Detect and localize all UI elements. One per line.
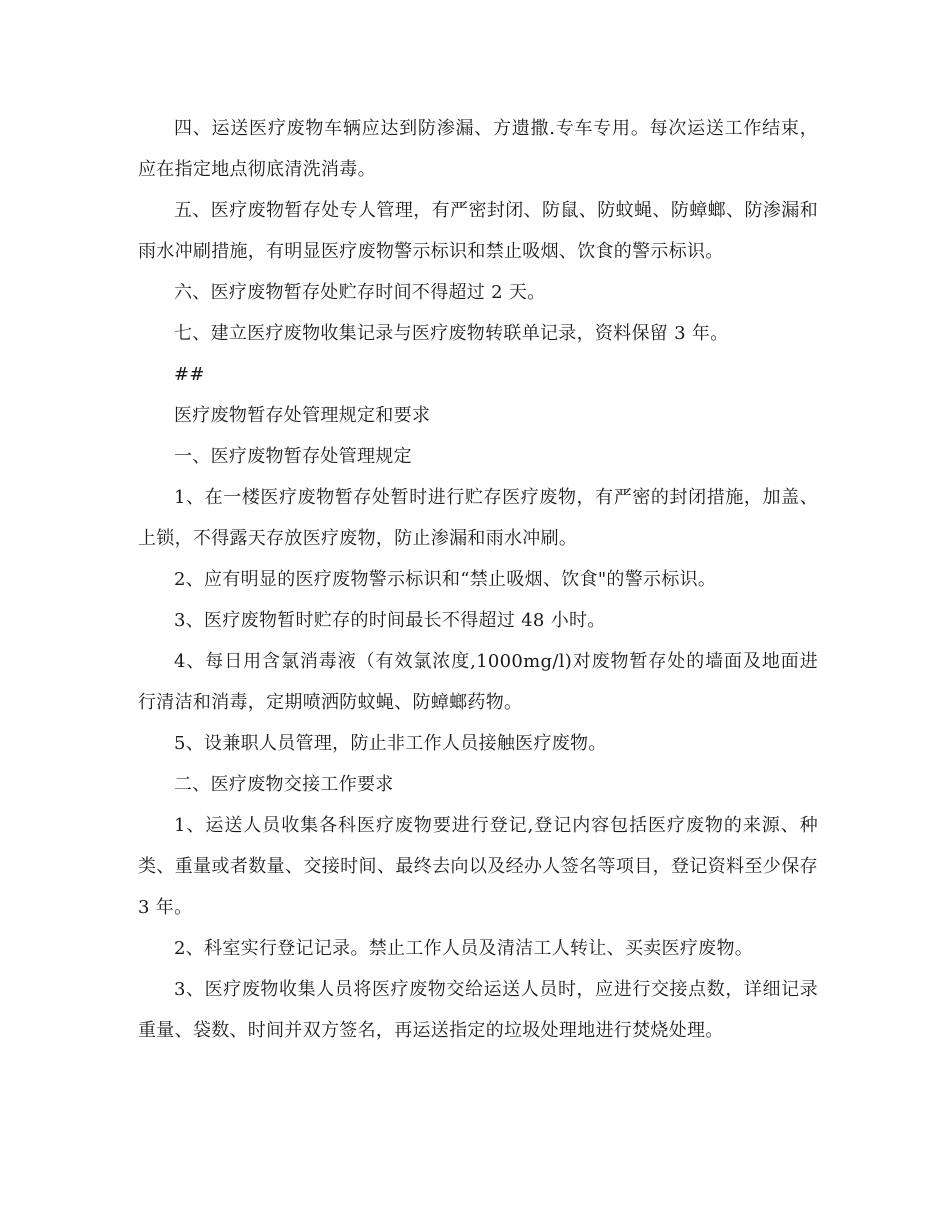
paragraph: 六、医疗废物暂存处贮存时间不得超过 2 天。 (174, 282, 546, 303)
paragraph: 3、医疗废物暂时贮存的时间最长不得超过 48 小时。 (174, 610, 606, 631)
paragraph: 1、在一楼医疗废物暂存处暂时进行贮存医疗废物，有严密的封闭措施，加盖、上锁，不得露天存放医疗废物，防止渗漏和雨水冲刷。 (138, 487, 818, 549)
section-title: 医疗废物暂存处管理规定和要求 (174, 405, 431, 426)
paragraph: 2、应有明显的医疗废物警示标识和“禁止吸烟、饮食"的警示标识。 (174, 569, 717, 590)
paragraph: 1、运送人员收集各科医疗废物要进行登记,登记内容包括医疗废物的来源、种类、重量或者数量、交接时间、最终去向以及经办人签名等项目，登记资料至少保存 3 年。 (138, 815, 818, 918)
separator-marks: ## (174, 364, 205, 385)
paragraph: 4、每日用含氯消毒液（有效氯浓度,1000mg/l)对废物暂存处的墙面及地面进行清洁和消毒，定期喷洒防蚊蝇、防蟑螂药物。 (138, 651, 818, 713)
document-body (138, 108, 818, 1051)
paragraph: 七、建立医疗废物收集记录与医疗废物转联单记录，资料保留 3 年。 (174, 323, 729, 344)
paragraph: 3、医疗废物收集人员将医疗废物交给运送人员时，应进行交接点数，详细记录重量、袋数、时间并双方签名，再运送指定的垃圾处理地进行焚烧处理。 (138, 979, 818, 1041)
section-heading: 二、医疗废物交接工作要求 (174, 774, 394, 795)
paragraph: 2、科室实行登记记录。禁止工作人员及清洁工人转让、买卖医疗废物。 (174, 938, 754, 959)
paragraph: 5、设兼职人员管理，防止非工作人员接触医疗废物。 (174, 733, 607, 754)
paragraph: 四、运送医疗废物车辆应达到防渗漏、方遗撒.专车专用。每次运送工作结束，应在指定地点彻底清洗消毒。 (138, 118, 818, 180)
section-heading: 一、医疗废物暂存处管理规定 (174, 446, 412, 467)
paragraph: 五、医疗废物暂存处专人管理，有严密封闭、防鼠、防蚊蝇、防蟑螂、防渗漏和雨水冲刷措施，有明显医疗废物警示标识和禁止吸烟、饮食的警示标识。 (138, 200, 818, 262)
